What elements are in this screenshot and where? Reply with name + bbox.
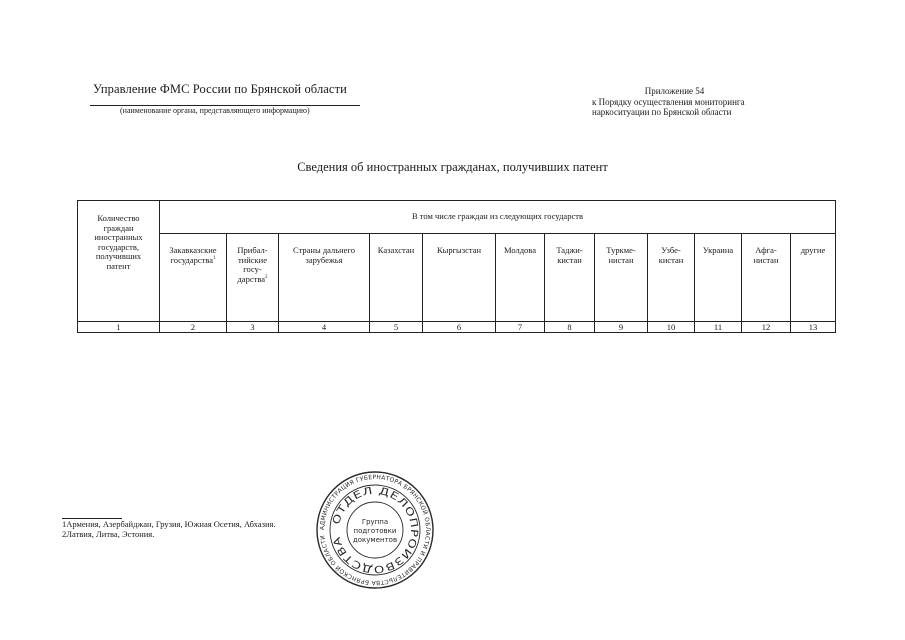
official-stamp [315, 470, 435, 590]
column-numbers-row [78, 322, 836, 333]
organization-caption: (наименование органа, представляющего информацию) [120, 106, 310, 115]
document-title: Сведения об иностранных гражданах, получивших патент [297, 160, 608, 174]
header-total-count: Количество граждан иностранных государств, получивших патент [78, 201, 160, 322]
header-baltic: Прибал- тийские госу- дарства$^2$ [227, 234, 279, 322]
stamp-center-line-1: Группа [361, 518, 389, 526]
stamp-center-line-2: подготовки [353, 527, 397, 535]
header-transcaucasian: Закавказские государства$^1$ [160, 234, 227, 322]
appendix-title: Приложение 54 [644, 86, 705, 96]
footnote-mark-2: 2 [265, 274, 268, 280]
header-uzbekistan: Узбе- кистан [648, 234, 695, 322]
stamp-inner-text: ОТДЕЛ ДЕЛОПРОИЗВОДСТВА [331, 485, 420, 575]
column-number: 12 [742, 322, 791, 333]
header-far-abroad: Страны дальнего зарубежья [279, 234, 370, 322]
header-afghanistan: Афга- нистан [742, 234, 791, 322]
header-kazakhstan: Казахстан [370, 234, 423, 322]
header-tajikistan: Таджи- кистан [545, 234, 595, 322]
footnote-2: 2Латвия, Литва, Эстония. [62, 529, 155, 539]
header-moldova: Молдова [496, 234, 545, 322]
organization-name: Управление ФМС России по Брянской области [93, 82, 347, 96]
column-number: 8 [545, 322, 595, 333]
column-number: 4 [279, 322, 370, 333]
header-kyrgyzstan: Кыргызстан [423, 234, 496, 322]
column-number: 6 [423, 322, 496, 333]
appendix-line-2: наркоситуации по Брянской области [592, 107, 732, 117]
appendix-line-1: к Порядку осуществления мониторинга [592, 96, 745, 107]
appendix-reference [592, 86, 757, 118]
footnote-mark-1: 1 [213, 255, 216, 261]
header-turkmenistan: Туркме- нистан [595, 234, 648, 322]
stamp-center-line-3: документов [352, 536, 398, 544]
column-number: 7 [496, 322, 545, 333]
column-number: 13 [791, 322, 836, 333]
column-number: 2 [160, 322, 227, 333]
column-number: 5 [370, 322, 423, 333]
footnotes [62, 519, 276, 539]
header-countries-group: В том числе граждан из следующих государств [160, 201, 836, 234]
column-number: 3 [227, 322, 279, 333]
column-number: 11 [695, 322, 742, 333]
column-number: 10 [648, 322, 695, 333]
header-ukraine: Украина [695, 234, 742, 322]
footnote-1: 1Армения, Азербайджан, Грузия, Южная Осетия, Абхазия. [62, 519, 276, 529]
stamp-outer-text: АДМИНИСТРАЦИЯ ГУБЕРНАТОРА БРЯНСКОЙ ОБЛАСТИ И ПРАВИТЕЛЬСТВА БРЯНСКОЙ ОБЛАСТИ [318, 473, 432, 587]
column-number: 1 [78, 322, 160, 333]
header-others: другие [791, 234, 836, 322]
column-number: 9 [595, 322, 648, 333]
patent-statistics-table [77, 200, 836, 333]
